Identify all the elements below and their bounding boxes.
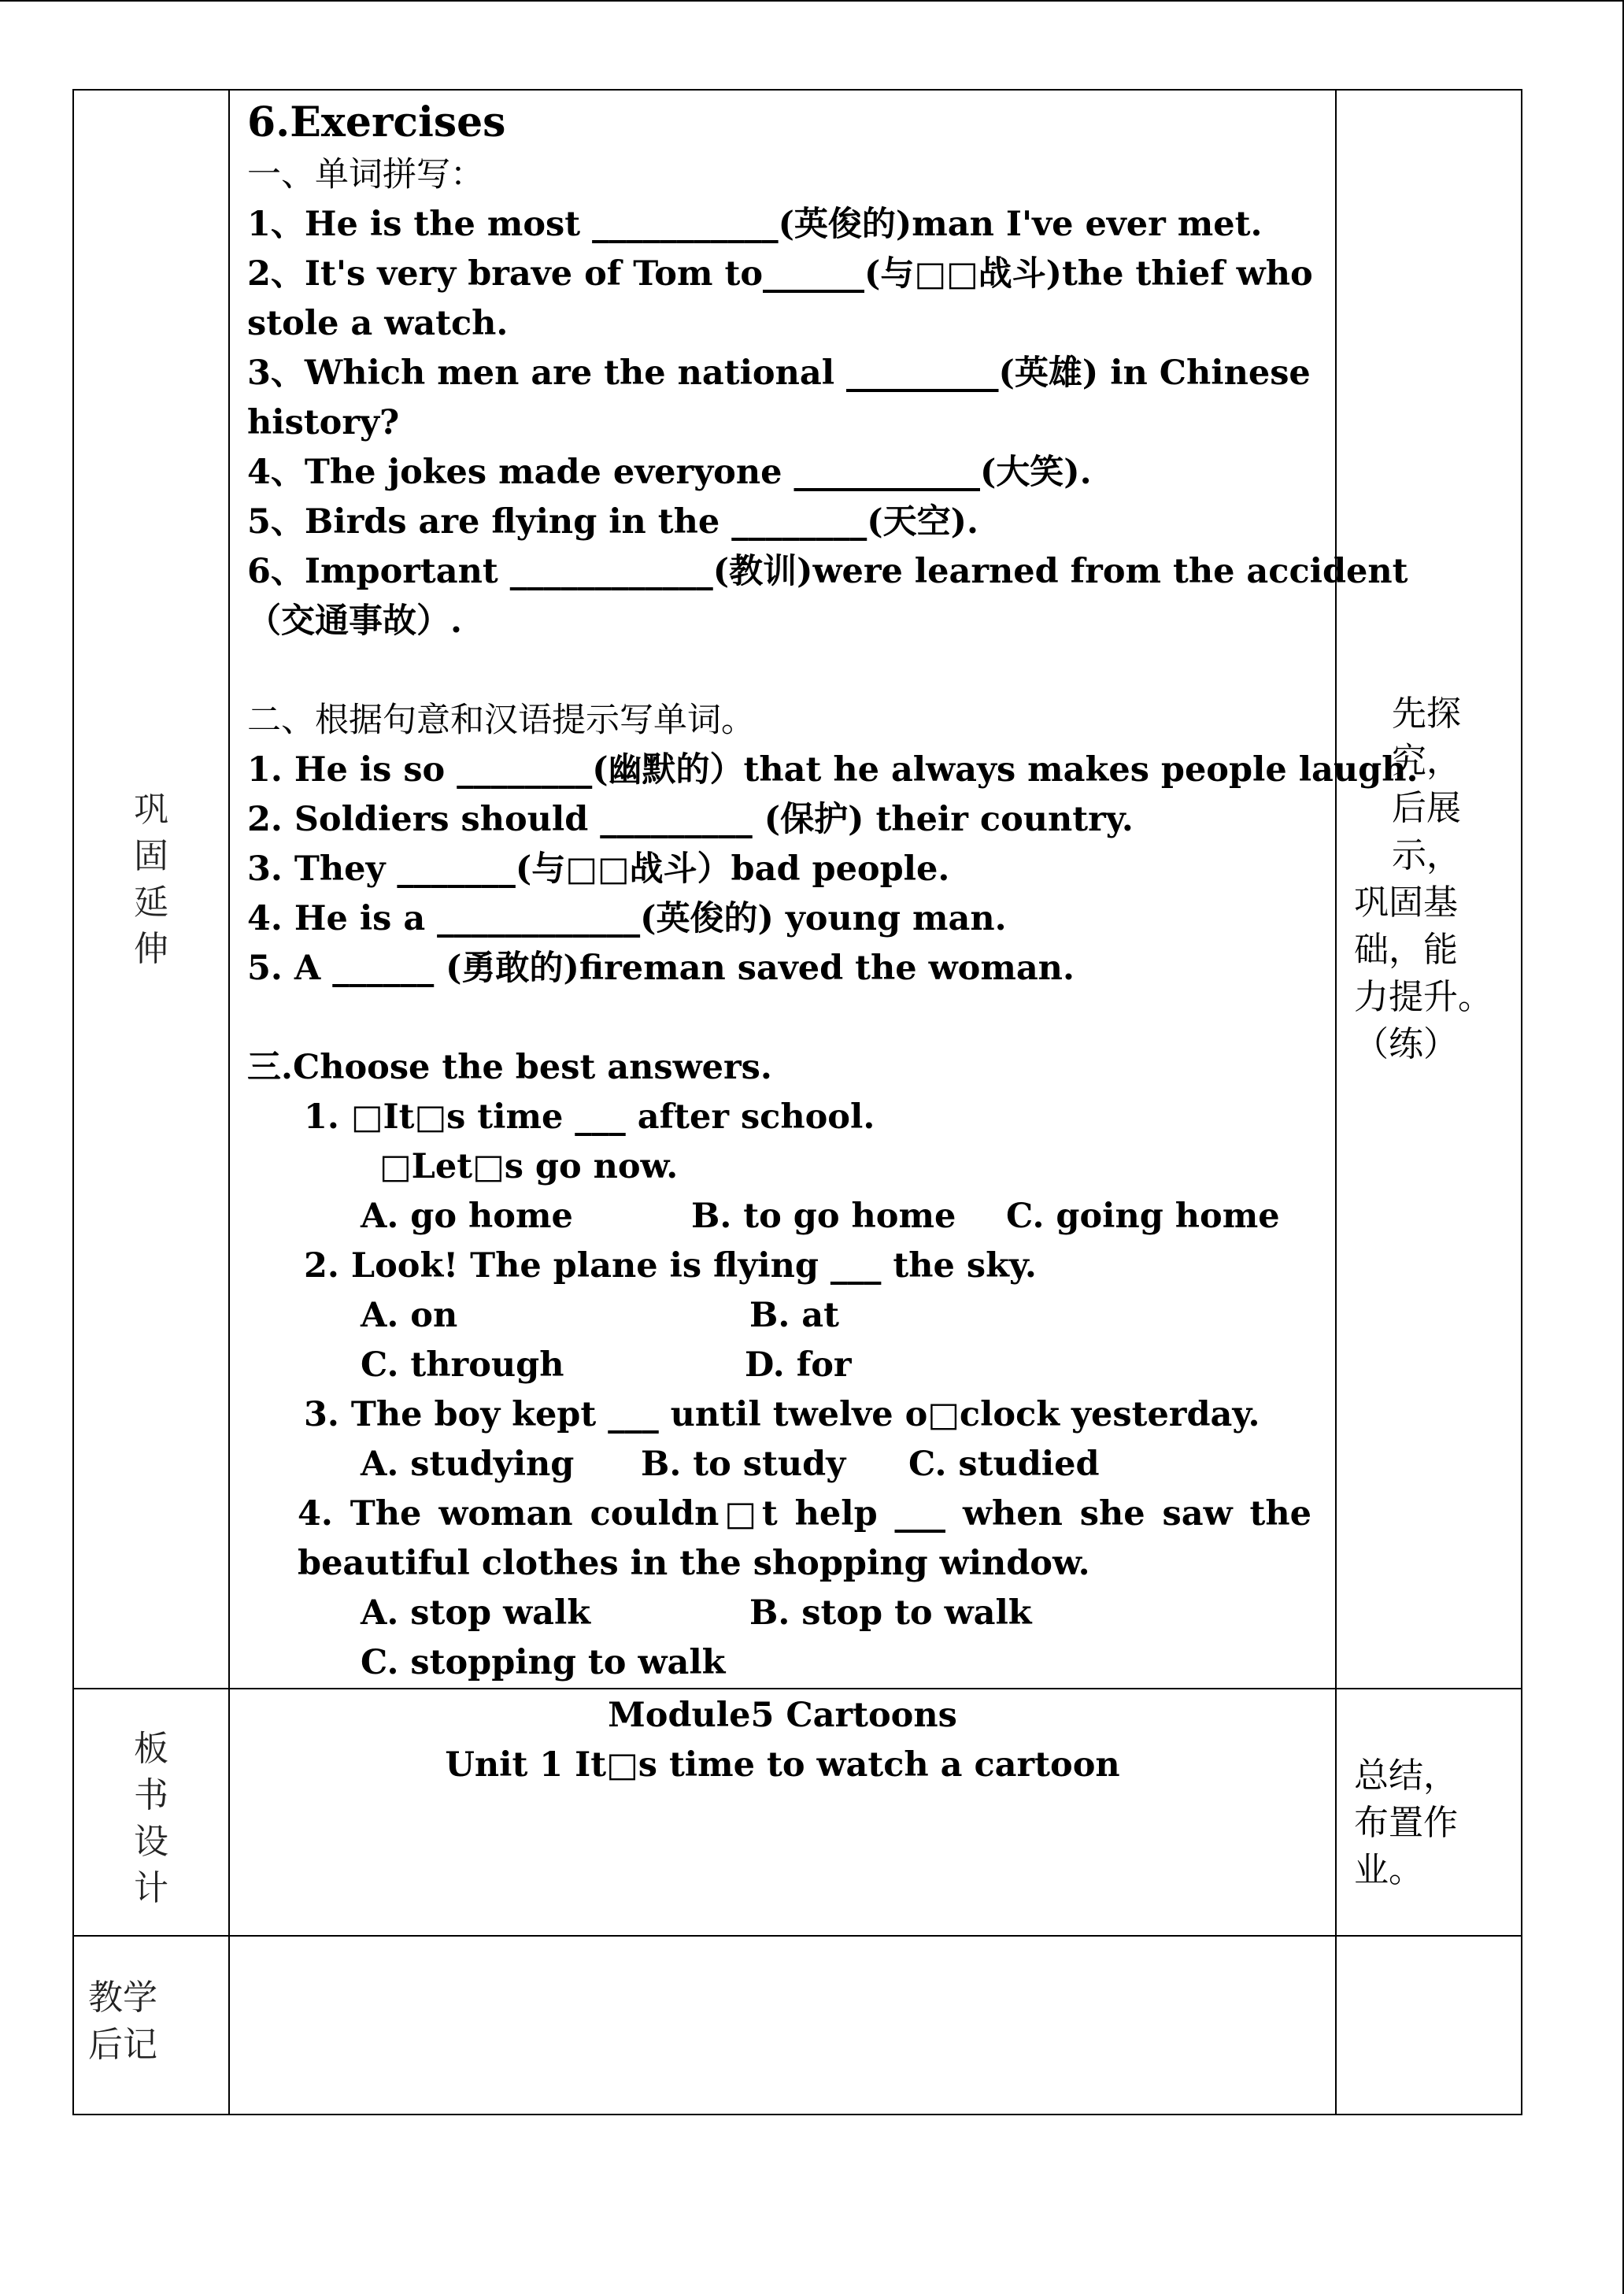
part1-item: 2、It's very brave of Tom to______(与□□战斗)the thief who <box>247 254 1313 294</box>
question-1-line-b: □Let□s go now. <box>379 1147 679 1186</box>
row-label-reflection: 教学 后记 <box>88 1978 157 2065</box>
exercise-content-cell <box>229 90 1419 1689</box>
section-title: 6.Exercises <box>247 98 506 146</box>
option: A. on <box>361 1296 458 1335</box>
part1-item: 3、Which men are the national _________(英雄) in Chinese <box>247 353 1311 393</box>
question-1-line-a: 1. □It□s time ___ after school. <box>304 1097 875 1137</box>
row-label-cell <box>73 1936 229 2115</box>
option: C. studied <box>908 1445 1100 1484</box>
part1-item: history? <box>247 403 400 442</box>
option: B. to go home <box>691 1197 956 1236</box>
reflection-row <box>73 1936 1522 2115</box>
option: B. at <box>749 1296 840 1335</box>
option: B. to study <box>641 1445 846 1484</box>
row-label-consolidation: 巩 固 延 伸 <box>134 790 168 969</box>
question-2: 2. Look! The plane is flying ___ the sky. <box>304 1246 1037 1286</box>
part2-heading: 二、根据句意和汉语提示写单词。 <box>247 701 755 740</box>
summary-note: 总结， 布置作 业。 <box>1354 1756 1458 1890</box>
unit-title: Unit 1 It□s time to watch a cartoon <box>445 1745 1120 1785</box>
row-label-cell <box>73 90 229 1689</box>
question-2-options-b <box>247 1341 1311 1390</box>
part2-item: 5. A ______ (勇敢的)fireman saved the woman. <box>247 949 1075 988</box>
spacer <box>247 646 1311 696</box>
part2-item: 4. He is a ____________(英俊的) young man. <box>247 899 1007 938</box>
reflection-content <box>229 1936 1336 2115</box>
option: C. through <box>361 1345 564 1385</box>
row-label-board-design: 板 书 设 计 <box>134 1729 168 1908</box>
part2-item: 3. They _______(与□□战斗）bad people. <box>247 849 950 889</box>
method-note-cell <box>1336 90 1522 1689</box>
board-design-row <box>73 1689 1522 1936</box>
option: A. go home <box>361 1197 573 1236</box>
question-4-options-b <box>247 1638 1311 1688</box>
part2-item: 2. Soldiers should _________ (保护) their country. <box>247 800 1134 839</box>
method-note: 先探 究， 后展 示， 巩固基 础，能 力提升。 （练） <box>1354 694 1493 1064</box>
spacer <box>247 993 1311 1043</box>
question-4: 4. The woman couldn□t help ___ when she saw the beautiful clothes in the shopping window. <box>298 1494 1311 1583</box>
option: B. stop to walk <box>749 1593 1032 1633</box>
part1-item: stole a watch. <box>247 304 509 343</box>
option: C. stopping to walk <box>361 1643 726 1682</box>
question-1-options <box>247 1192 1311 1241</box>
part1-item: 5、Birds are flying in the ________(天空). <box>247 502 978 542</box>
lesson-plan-table <box>72 89 1522 2115</box>
question-3-options <box>247 1440 1311 1489</box>
reflection-note <box>1336 1936 1522 2115</box>
row-label-cell <box>73 1689 229 1936</box>
summary-note-cell <box>1336 1689 1522 1936</box>
consolidation-row <box>73 90 1522 1689</box>
part1-item: 1、He is the most ___________(英俊的)man I've ever met. <box>247 205 1263 244</box>
part1-item: 4、The jokes made everyone ___________(大笑). <box>247 453 1092 492</box>
question-3: 3. The boy kept ___ until twelve o□clock yesterday. <box>304 1395 1260 1434</box>
part1-item: 6、Important ____________(教训)were learned from the accident <box>247 552 1408 591</box>
board-design-content <box>229 1689 1336 1936</box>
option: C. going home <box>1006 1197 1280 1236</box>
part1-heading: 一、单词拼写： <box>247 155 484 194</box>
option: A. studying <box>361 1445 575 1484</box>
question-2-options-a <box>247 1291 1311 1341</box>
question-4-options-a <box>247 1589 1311 1638</box>
module-title: Module5 Cartoons <box>608 1696 957 1735</box>
part1-item: （交通事故）. <box>247 601 462 641</box>
option: A. stop walk <box>361 1593 591 1633</box>
option: D. for <box>745 1345 852 1385</box>
part3-heading: 三.Choose the best answers. <box>247 1048 772 1087</box>
part2-item: 1. He is so ________(幽默的）that he always makes people laugh. <box>247 750 1419 790</box>
